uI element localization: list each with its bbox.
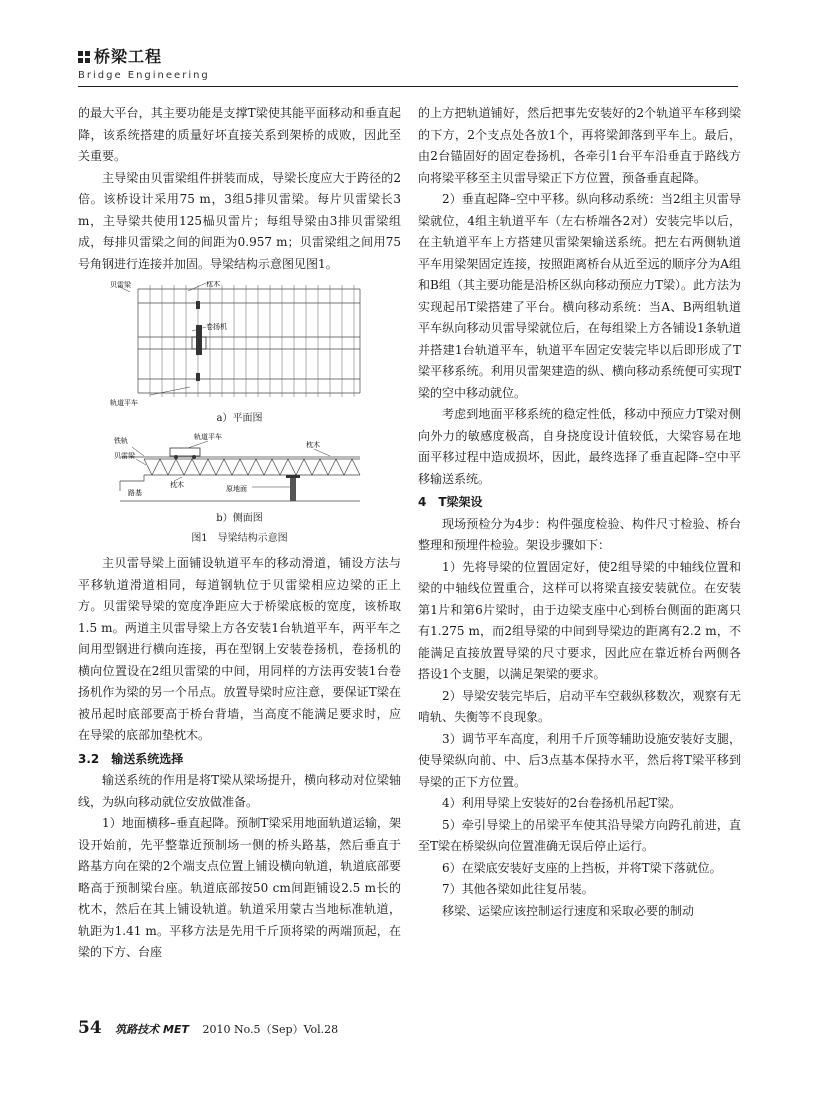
paragraph: 1）先将导梁的位置固定好，使2组导梁的中轴线位置和梁的中轴线位置重合，这样可以将梁直接安装就位。在安装第1片和第6片梁时，由于边梁支座中心到桥台侧面的距离只有1.275 m，而2组导梁的中间到导梁边的距离有2.2 m，不能满足直接放置导梁的尺寸要求，因此应在靠近桥台两侧各搭设1个支腿，以满足架梁的要求。 bbox=[418, 559, 741, 681]
side-view-diagram bbox=[110, 431, 370, 509]
paragraph: 现场预检分为4步：构件强度检验、构件尺寸检验、桥台整理和预埋件检验。架设步骤如下： bbox=[418, 516, 741, 552]
label-guidao: 轨道平车 bbox=[109, 399, 138, 407]
label-beilei: 贝雷梁 bbox=[109, 281, 131, 289]
label-zhenmu-bottom: 枕木 bbox=[169, 481, 184, 489]
page-number: 54 bbox=[78, 1018, 102, 1038]
label-juanyangji: 卷扬机 bbox=[205, 323, 227, 331]
page-footer bbox=[78, 1018, 338, 1038]
label-guidao-side: 轨道平车 bbox=[193, 433, 222, 441]
page-header bbox=[78, 44, 210, 81]
paragraph: 5）牵引导梁上的吊梁平车使其沿导梁方向跨孔前进，直至T梁在桥梁纵向位置准确无误后停止运行。 bbox=[418, 817, 741, 853]
paragraph: 主贝雷导梁上面铺设轨道平车的移动滑道，铺设方法与平移轨道滑道相同，每道钢轨位于贝雷梁相应边梁的正上方。贝雷梁导梁的宽度净距应大于桥梁底板的宽度，该桥取1.5 m。两道主贝雷导梁上方各安装1台轨道平车，两平车之间用型钢进行横向连接，再在型钢上安装卷扬机，卷扬机的横向位置设在2组贝雷梁的中间，用同样的方法再安装1台卷扬机作为梁的另一个吊点。放置导梁时应注意，要保证T梁在被吊起时底部要高于桥台背墙，当高度不能满足要求时，应在导梁的底部加垫枕木。 bbox=[78, 556, 401, 742]
section-title bbox=[78, 44, 210, 67]
section-title-en: Bridge Engineering bbox=[78, 70, 210, 81]
section-heading: 3.2 输送系统选择 bbox=[78, 751, 184, 766]
figure-caption: 图1 导梁结构示意图 bbox=[191, 533, 288, 544]
header-rule bbox=[78, 86, 738, 87]
paragraph: 7）其他各梁如此往复吊装。 bbox=[442, 882, 594, 896]
section-heading: 4 T梁架设 bbox=[418, 495, 483, 509]
issue-info: 2010 No.5（Sep）Vol.28 bbox=[202, 1023, 339, 1036]
caption-plan: a）平面图 bbox=[216, 413, 263, 424]
label-beilei-side: 贝雷梁 bbox=[113, 452, 135, 460]
section-title-text: 桥梁工程 bbox=[94, 47, 163, 66]
journal-name: 筑路技术 MET bbox=[115, 1023, 189, 1036]
label-tiegui: 铁轨 bbox=[113, 437, 128, 445]
paragraph: 输送系统的作用是将T梁从梁场提升，横向移动对位梁轴线，为纵向移动就位安放做准备。 bbox=[78, 773, 401, 809]
paragraph: 2）导梁安装完毕后，启动平车空载纵移数次，观察有无啃轨、失衡等不良现象。 bbox=[418, 688, 741, 724]
paragraph: 4）利用导梁上安装好的2台卷扬机吊起T梁。 bbox=[442, 796, 682, 810]
figure-1 bbox=[78, 281, 401, 547]
caption-side: b）侧面图 bbox=[216, 513, 263, 524]
label-yuandimian: 原地面 bbox=[225, 485, 247, 493]
plan-view-diagram bbox=[110, 281, 370, 409]
label-zhenmu-top: 枕木 bbox=[305, 441, 320, 449]
paragraph: 主导梁由贝雷梁组件拼装而成，导梁长度应大于跨径的2倍。该桥设计采用75 m，3组5排贝雷梁。每片贝雷梁长3 m，主导梁共使用125榀贝雷片；每组导梁由3排贝雷梁组成，每排贝雷梁之间的间距为0.957 m；贝雷梁组之间用75号角钢进行连接并加固。导梁结构示意图见图1。 bbox=[78, 170, 401, 271]
right-column bbox=[418, 103, 741, 922]
paragraph: 2）垂直起降–空中平移。纵向移动系统：当2组主贝雷导梁就位，4组主轨道平车（左右桥端各2对）安装完毕以后，在主轨道平车上方搭建贝雷梁架输送系统。把左右两侧轨道平车用梁架固定连接，按照距离桥台从近至远的顺序分为A组和B组（其主要功能是沿桥区纵向移动预应力T梁）。此方法为实现起吊T梁搭建了平台。横向移动系统：当A、B两组轨道平车纵向移动贝雷导梁就位后，在每组梁上方各铺设1条轨道并搭建1台轨道平车，轨道平车固定安装完毕以后即形成了T梁平移系统。利用贝雷架建造的纵、横向移动系统便可实现T梁的空中移动就位。 bbox=[418, 192, 741, 400]
left-column bbox=[78, 103, 401, 964]
paragraph: 考虑到地面平移系统的稳定性低，移动中预应力T梁对侧向外力的敏感度极高，自身挠度设计值较低，大梁容易在地面平移过程中造成损坏，因此，最终选择了垂直起降–空中平移输送系统。 bbox=[418, 407, 741, 486]
paragraph: 的最大平台，其主要功能是支撑T梁使其能平面移动和垂直起降，该系统搭建的质量好坏直接关系到架桥的成败，因此至关重要。 bbox=[78, 106, 401, 163]
paragraph: 3）调节平车高度，利用千斤顶等辅助设施安装好支腿，使导梁纵向前、中、后3点基本保持水平，然后将T梁平移到导梁的正下方位置。 bbox=[418, 731, 741, 789]
paragraph: 1）地面横移–垂直起降。预制T梁采用地面轨道运输，架设开始前，先平整靠近预制场一侧的桥头路基，然后垂直于路基方向在梁的2个端支点位置上铺设横向轨道，轨道底部要略高于预制梁台座。轨道底部按50 cm间距铺设2.5 m长的枕木，然后在其上铺设轨道。轨道采用蒙古当地标准轨道，轨距为1.41 m。平移方法是先用千斤顶将梁的两端顶起，在梁的下方、台座 bbox=[78, 816, 401, 959]
paragraph: 的上方把轨道铺好，然后把事先安装好的2个轨道平车移到梁的下方，2个支点处各放1个，再将梁卸落到平车上。最后，由2台锚固好的固定卷扬机，各牵引1台平车沿垂直于路线方向将梁平移至主贝雷导梁正下方位置，预备垂直起降。 bbox=[418, 106, 741, 185]
label-zhenmu: 枕木 bbox=[205, 281, 220, 288]
section-mark-icon bbox=[78, 51, 90, 63]
label-luji: 路基 bbox=[127, 489, 142, 497]
paragraph: 6）在梁底安装好支座的上挡板，并将T梁下落就位。 bbox=[442, 860, 722, 875]
paragraph: 移梁、运梁应该控制运行速度和采取必要的制动 bbox=[442, 903, 695, 918]
